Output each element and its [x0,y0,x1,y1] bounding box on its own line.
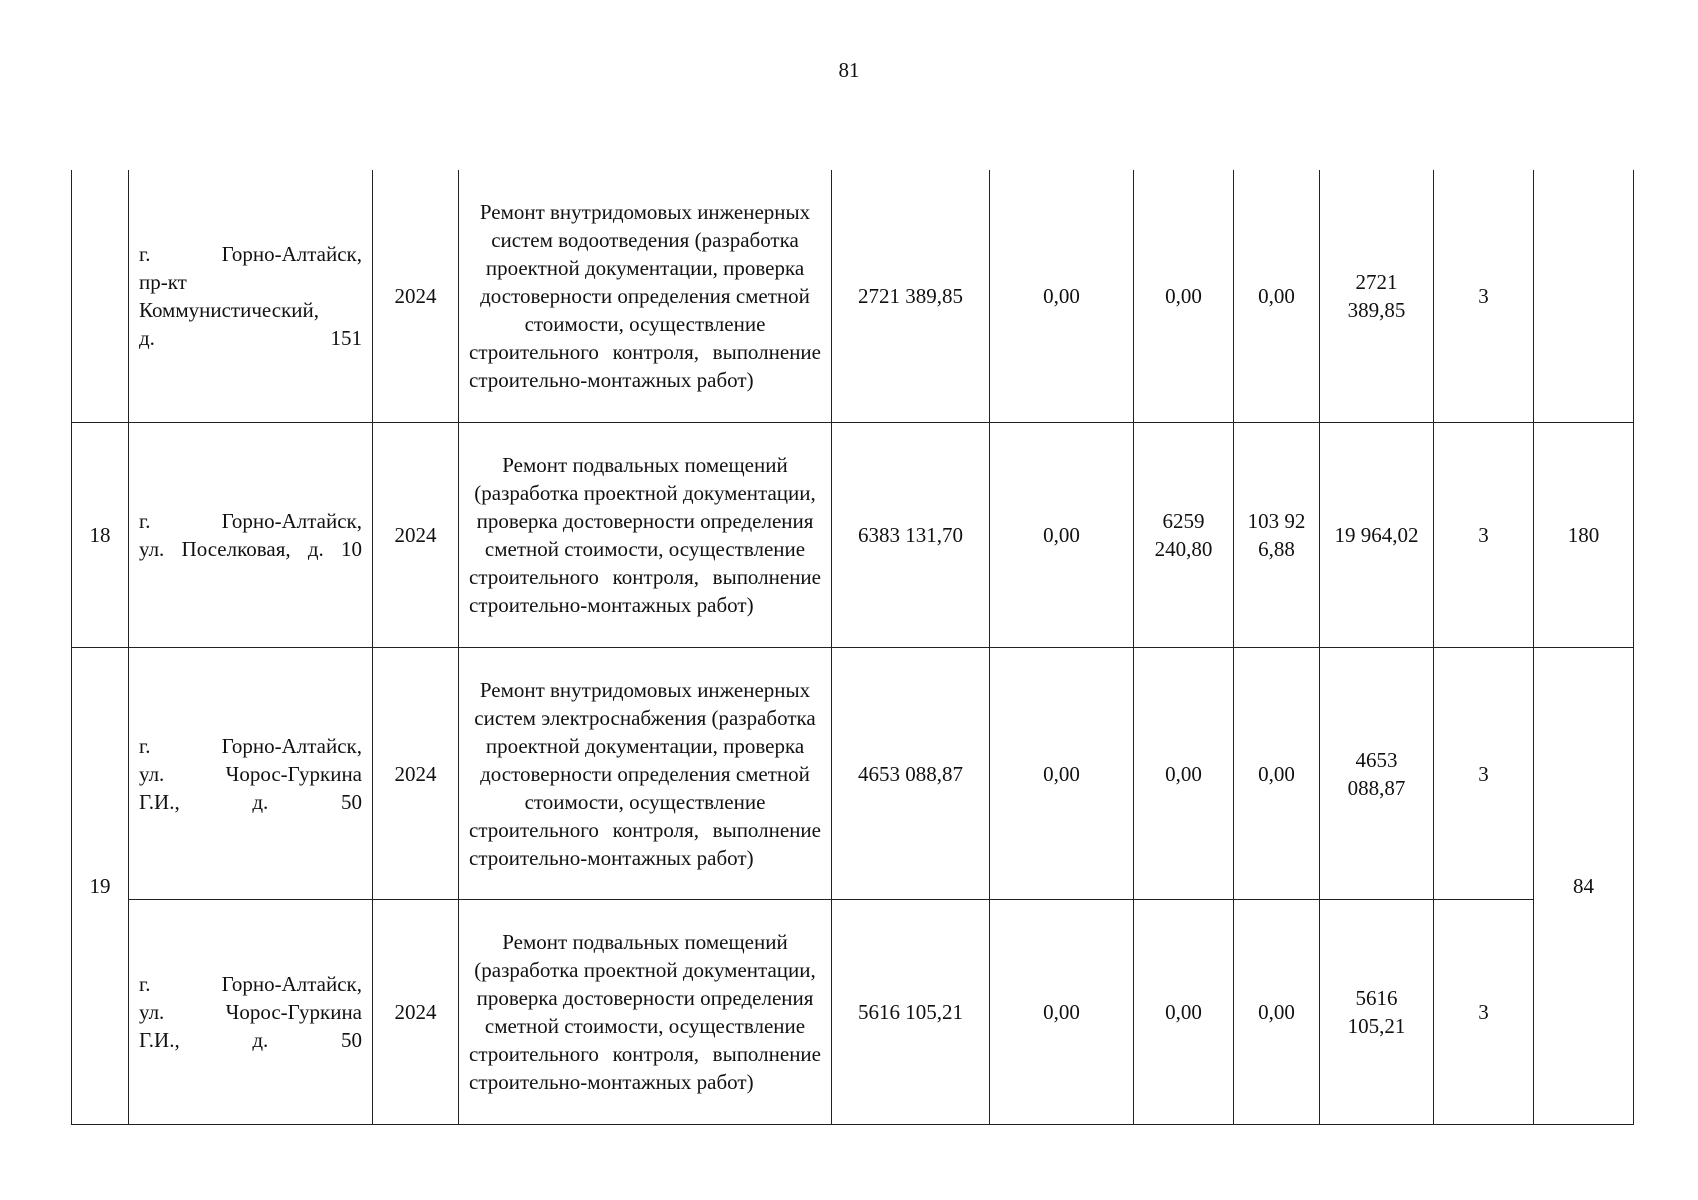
address-cell: г. Горно-Алтайск, ул. Чорос-Гуркина Г.И., д. 50 [129,648,373,900]
fund-cell-1: 0,00 [990,900,1134,1125]
fund-cell-4: 19 964,02 [1320,423,1434,648]
table-row [72,170,1634,423]
fund-cell-4: 5616 105,21 [1320,900,1434,1125]
table-row [72,423,1634,648]
units-cell: 3 [1434,900,1534,1125]
fund-cell-2: 0,00 [1134,900,1234,1125]
extra-cell: 180 [1534,423,1634,648]
fund-cell-3: 0,00 [1234,170,1320,423]
description-cell: Ремонт подвальных помещений (разработка проектной документации, проверка достоверности определения сметной стоимости, осуществление строительного контроля, выполнение строительно-монтажных работ) [459,900,832,1125]
year-cell: 2024 [373,900,459,1125]
units-cell: 3 [1434,170,1534,423]
total-cost-cell: 6383 131,70 [832,423,990,648]
works-table [71,170,1634,1125]
address-cell: г. Горно-Алтайск, пр-кт Коммунистический, д. 151 [129,170,373,423]
extra-cell: 84 [1534,648,1634,1125]
table-row [72,900,1634,1125]
fund-cell-1: 0,00 [990,423,1134,648]
description-cell: Ремонт внутридомовых инженерных систем водоотведения (разработка проектной документации, проверка достоверности определения сметной стоимости, осуществление строительного контроля, выполнение строительно-монтажных работ) [459,170,832,423]
address-cell: г. Горно-Алтайск, ул. Чорос-Гуркина Г.И., д. 50 [129,900,373,1125]
fund-cell-2: 0,00 [1134,648,1234,900]
table-row [72,648,1634,900]
description-cell: Ремонт внутридомовых инженерных систем электроснабжения (разработка проектной документации, проверка достоверности определения сметной стоимости, осуществление строительного контроля, выполнение строительно-монтажных работ) [459,648,832,900]
fund-cell-3: 103 926,88 [1234,423,1320,648]
row-number: 18 [72,423,129,648]
row-number [72,170,129,423]
year-cell: 2024 [373,423,459,648]
fund-cell-4: 2721 389,85 [1320,170,1434,423]
fund-cell-1: 0,00 [990,170,1134,423]
fund-cell-2: 6259 240,80 [1134,423,1234,648]
units-cell: 3 [1434,648,1534,900]
fund-cell-4: 4653 088,87 [1320,648,1434,900]
page-number: 81 [838,58,860,82]
year-cell: 2024 [373,648,459,900]
description-cell: Ремонт подвальных помещений (разработка проектной документации, проверка достоверности определения сметной стоимости, осуществление строительного контроля, выполнение строительно-монтажных работ) [459,423,832,648]
address-cell: г. Горно-Алтайск, ул. Поселковая, д. 10 [129,423,373,648]
units-cell: 3 [1434,423,1534,648]
total-cost-cell: 5616 105,21 [832,900,990,1125]
extra-cell [1534,170,1634,423]
fund-cell-1: 0,00 [990,648,1134,900]
row-number: 19 [72,648,129,1125]
year-cell: 2024 [373,170,459,423]
fund-cell-3: 0,00 [1234,900,1320,1125]
total-cost-cell: 2721 389,85 [832,170,990,423]
fund-cell-2: 0,00 [1134,170,1234,423]
total-cost-cell: 4653 088,87 [832,648,990,900]
fund-cell-3: 0,00 [1234,648,1320,900]
